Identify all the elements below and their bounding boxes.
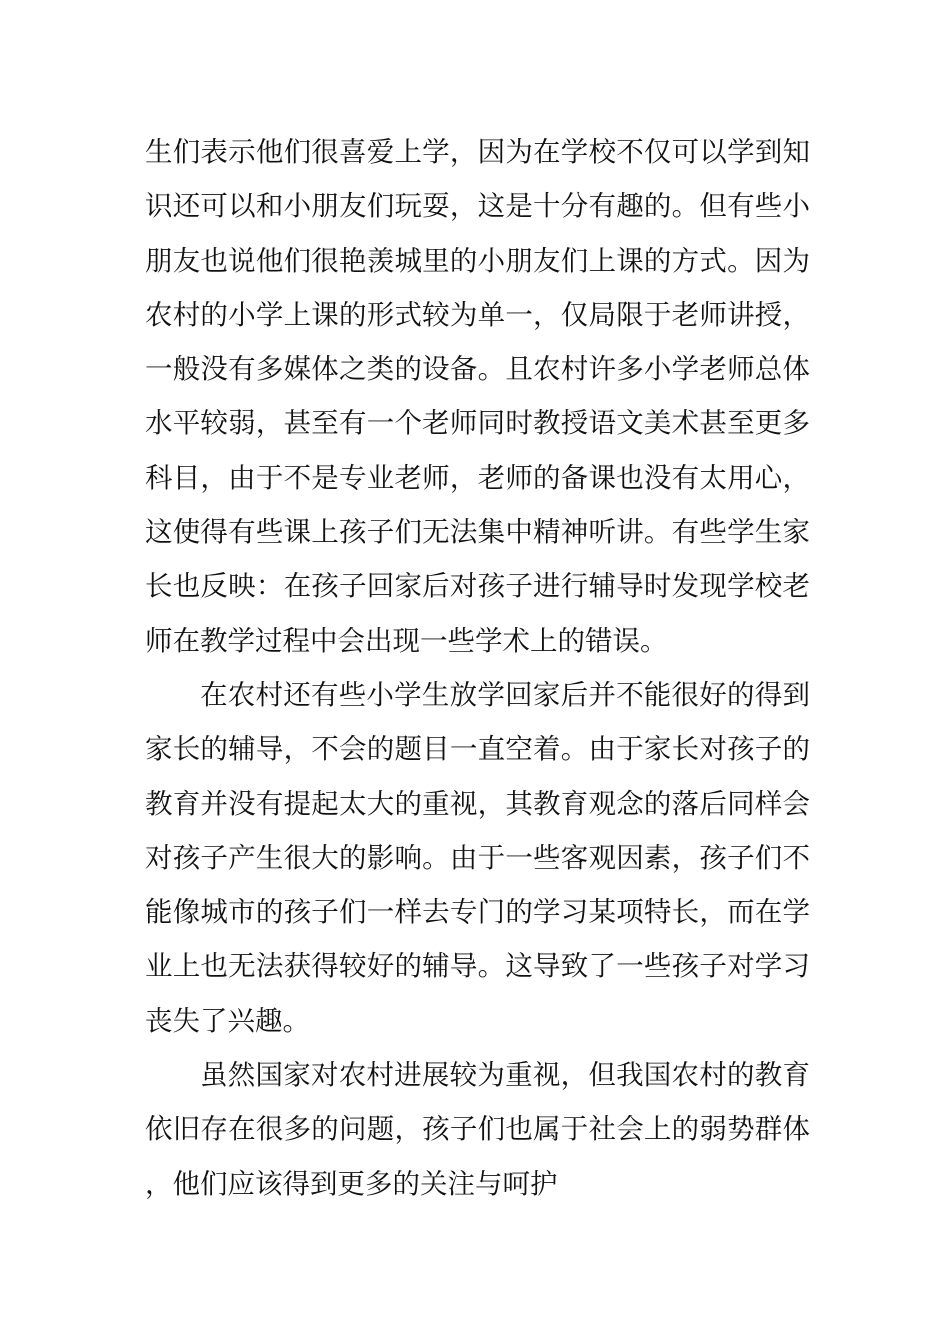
paragraph-3: 虽然国家对农村进展较为重视，但我国农村的教育依旧存在很多的问题，孩子们也属于社会上的弱势群体，他们应该得到更多的关注与呵护 [145,1059,810,1200]
document-body [145,125,810,1211]
paragraph-1: 生们表示他们很喜爱上学，因为在学校不仅可以学到知识还可以和小朋友们玩耍，这是十分有趣的。但有些小朋友也说他们很艳羡城里的小朋友们上课的方式。因为农村的小学上课的形式较为单一，仅局限于老师讲授，一般没有多媒体之类的设备。且农村许多小学老师总体水平较弱，甚至有一个老师同时教授语文美术甚至更多科目，由于不是专业老师，老师的备课也没有太用心，这使得有些课上孩子们无法集中精神听讲。有些学生家长也反映：在孩子回家后对孩子进行辅导时发现学校老师在教学过程中会出现一些学术上的错误。 [145,136,810,657]
paragraph-2: 在农村还有些小学生放学回家后并不能很好的得到家长的辅导，不会的题目一直空着。由于家长对孩子的教育并没有提起太大的重视，其教育观念的落后同样会对孩子产生很大的影响。由于一些客观因素，孩子们不能像城市的孩子们一样去专门的学习某项特长，而在学业上也无法获得较好的辅导。这导致了一些孩子对学习丧失了兴趣。 [145,678,810,1037]
